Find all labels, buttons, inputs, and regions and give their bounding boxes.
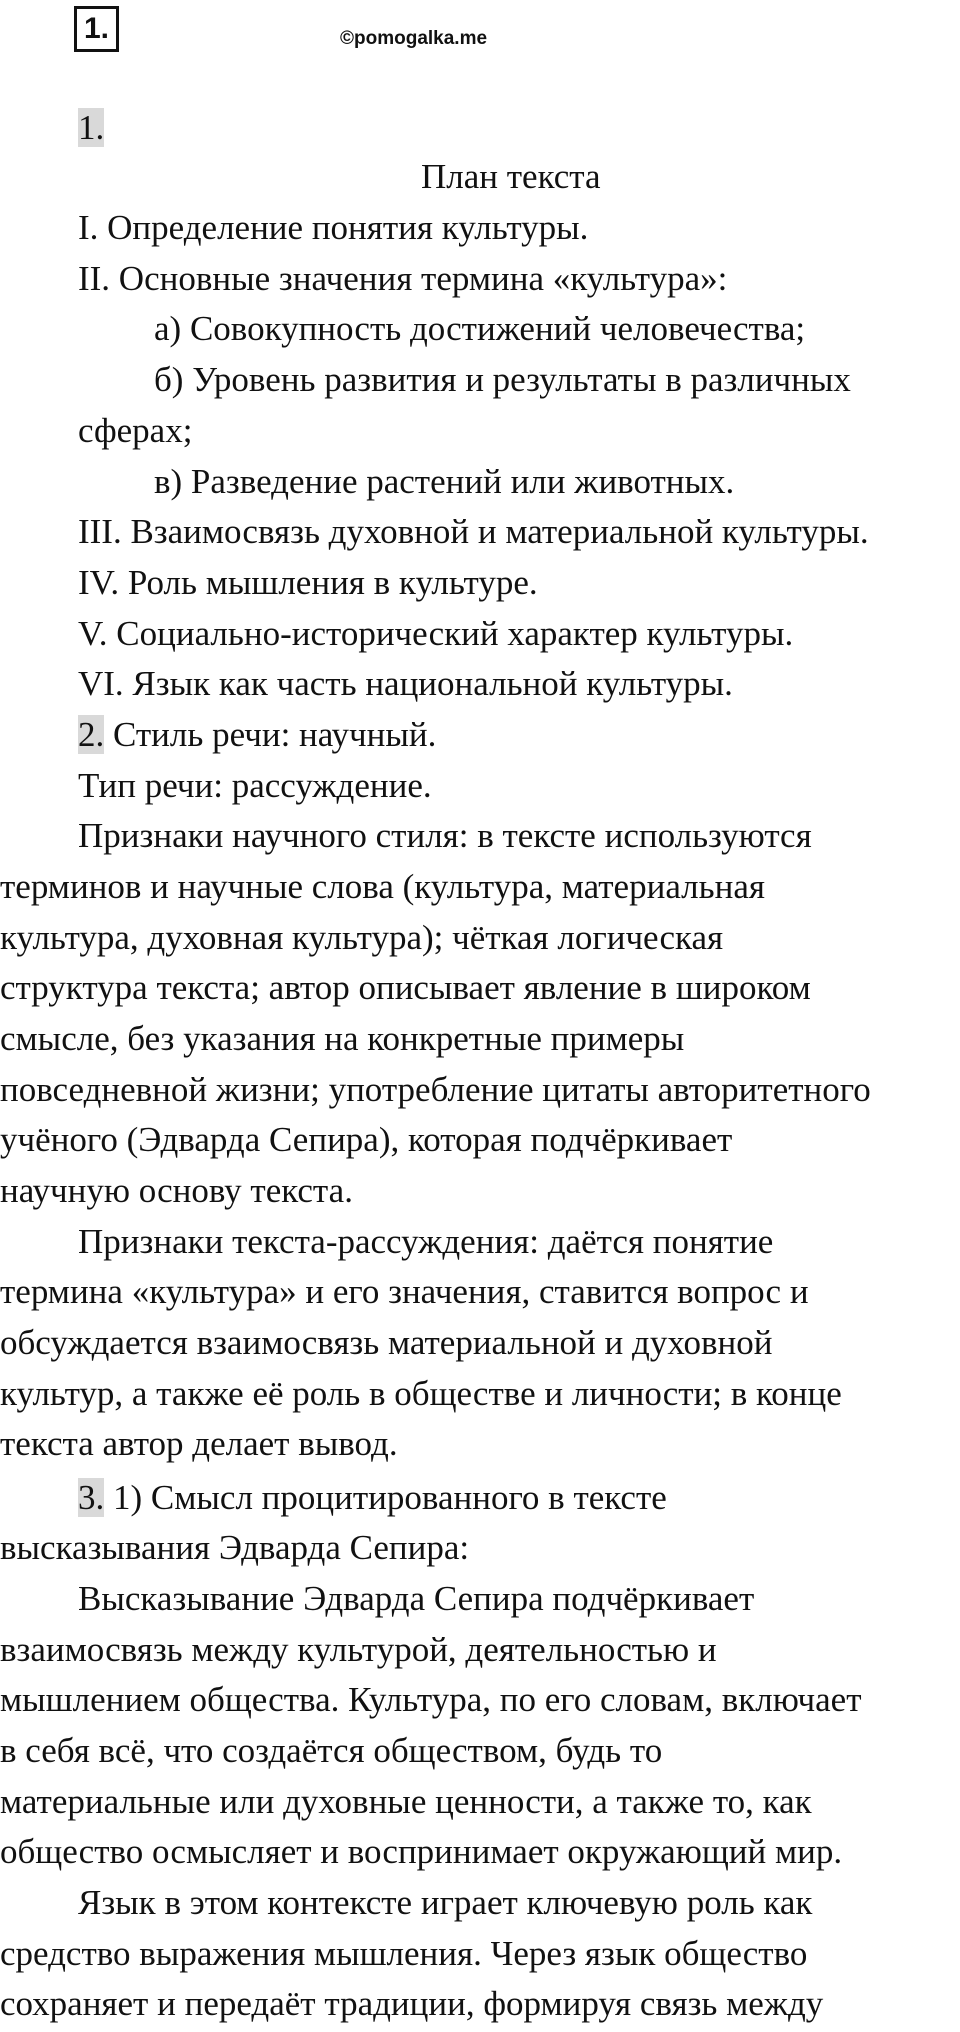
plan-item: IV. Роль мышления в культуре. (78, 563, 538, 602)
paragraph-line: смысле, без указания на конкретные примеры (0, 1019, 685, 1058)
task1-number (78, 106, 104, 150)
task2-number-highlight: 2. (78, 715, 105, 754)
paragraph-line: культура, духовная культура); чёткая логическая (0, 918, 724, 957)
paragraph-line: культур, а также её роль в обществе и личности; в конце (0, 1374, 842, 1413)
task2-style-line (78, 713, 436, 757)
paragraph-line: учёного (Эдварда Сепира), которая подчёркивает (0, 1120, 733, 1159)
plan-item: V. Социально-исторический характер культуры. (78, 614, 794, 653)
task2-style-text: Стиль речи: научный. (104, 715, 437, 754)
task3-number-highlight: 3. (78, 1478, 105, 1517)
plan-title: План текста (421, 157, 601, 196)
task3-intro-line (78, 1476, 667, 1520)
paragraph-line: структура текста; автор описывает явление в широком (0, 968, 811, 1007)
paragraph-line: в себя всё, что создаётся обществом, будь то (0, 1731, 663, 1770)
task3-intro-text: 1) Смысл процитированного в тексте (104, 1478, 667, 1517)
task1-number-highlight: 1. (78, 108, 105, 147)
plan-item: III. Взаимосвязь духовной и материальной культуры. (78, 512, 869, 551)
paragraph-line: терминов и научные слова (культура, материальная (0, 867, 765, 906)
paragraph-line: Признаки текста-рассуждения: даётся понятие (78, 1222, 774, 1261)
paragraph-line: Язык в этом контексте играет ключевую роль как (78, 1883, 813, 1922)
plan-item: I. Определение понятия культуры. (78, 208, 589, 247)
paragraph-line: научную основу текста. (0, 1171, 353, 1210)
paragraph-line: термина «культура» и его значения, ставится вопрос и (0, 1272, 809, 1311)
task-number-badge: 1. (74, 6, 119, 52)
paragraph-line: высказывания Эдварда Сепира: (0, 1528, 470, 1567)
paragraph-line: средство выражения мышления. Через язык общество (0, 1934, 808, 1973)
paragraph-line: обсуждается взаимосвязь материальной и духовной (0, 1323, 773, 1362)
paragraph-line: текста автор делает вывод. (0, 1424, 398, 1463)
paragraph-line: сохраняет и передаёт традиции, формируя связь между (0, 1984, 824, 2023)
plan-item: VI. Язык как часть национальной культуры. (78, 664, 733, 703)
watermark: ©pomogalka.me (340, 28, 488, 49)
plan-subitem: а) Совокупность достижений человечества; (154, 309, 806, 348)
paragraph-line: материальные или духовные ценности, а также то, как (0, 1782, 812, 1821)
paragraph-line: повседневной жизни; употребление цитаты авторитетного (0, 1070, 871, 1109)
paragraph-line: общество осмысляет и воспринимает окружающий мир. (0, 1832, 843, 1871)
plan-subitem: б) Уровень развития и результаты в различных (154, 360, 851, 399)
paragraph-line: мышлением общества. Культура, по его словам, включает (0, 1680, 862, 1719)
task2-type-line: Тип речи: рассуждение. (78, 766, 432, 805)
paragraph-line: взаимосвязь между культурой, деятельностью и (0, 1630, 717, 1669)
plan-subitem: в) Разведение растений или животных. (154, 462, 735, 501)
plan-subitem-continued: сферах; (78, 411, 193, 450)
paragraph-line: Высказывание Эдварда Сепира подчёркивает (78, 1579, 755, 1618)
plan-item: II. Основные значения термина «культура»: (78, 259, 728, 298)
paragraph-line: Признаки научного стиля: в тексте используются (78, 816, 812, 855)
